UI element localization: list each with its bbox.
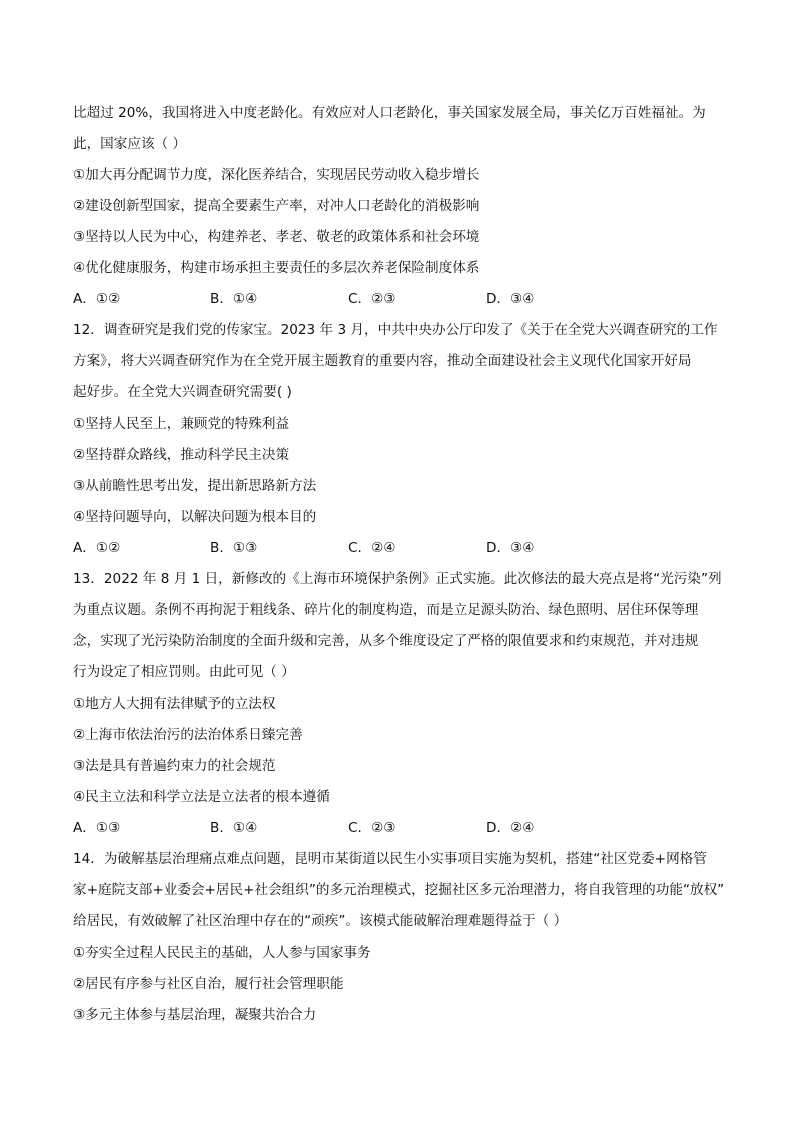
q13-stem-line-2: 为重点议题。条例不再拘泥于粗线条、碎片化的制度构造，而是立足源头防治、绿色照明、居住环保等理: [73, 602, 699, 618]
q11-option-c: C．②③: [348, 291, 396, 307]
q12-item-4: ④坚持问题导向，以解决问题为根本目的: [73, 509, 317, 525]
q12-stem-line-2: 方案》，将大兴调查研究作为在全党开展主题教育的重要内容，推动全面建设社会主义现代化国家开好局: [73, 353, 692, 369]
q14-item-2: ②居民有序参与社区自治，履行社会管理职能: [73, 976, 344, 992]
q13-item-3: ③法是具有普遍约束力的社会规范: [73, 758, 276, 774]
q11-item-1: ①加大再分配调节力度，深化医养结合，实现居民劳动收入稳步增长: [73, 167, 480, 183]
q11-stem-line-2: 此，国家应该（ ）: [73, 136, 187, 152]
q12-option-b: B．①③: [210, 540, 258, 556]
q12-item-2: ②坚持群众路线，推动科学民主决策: [73, 447, 290, 463]
q12-option-c: C．②④: [348, 540, 396, 556]
q12-option-a: A．①②: [73, 540, 121, 556]
q14-stem-line-2: 家+庭院支部+业委会+居民+社会组织”的多元治理模式，挖掘社区多元治理潜力，将自我管理的功能“放权”: [73, 882, 725, 898]
q12-item-1: ①坚持人民至上，兼顾党的特殊利益: [73, 416, 290, 432]
q11-options: [73, 289, 733, 309]
q13-option-d: D．②④: [486, 820, 535, 836]
q14-item-1: ①夯实全过程人民民主的基础，人人参与国家事务: [73, 945, 371, 961]
q12-stem-line-1: 12．调查研究是我们党的传家宝。2023 年 3 月，中共中央办公厅印发了《关于在全党大兴调查研究的工作: [73, 322, 718, 338]
q12-option-d: D．③④: [486, 540, 535, 556]
q12-options: [73, 538, 733, 558]
q13-item-1: ①地方人大拥有法律赋予的立法权: [73, 696, 276, 712]
q11-item-2: ②建设创新型国家，提高全要素生产率，对冲人口老龄化的消极影响: [73, 198, 480, 214]
q13-stem-line-1: 13．2022 年 8 月 1 日，新修改的《上海市环境保护条例》正式实施。此次修法的最大亮点是将“光污染”列: [73, 571, 722, 587]
q14-stem-line-3: 给居民，有效破解了社区治理中存在的“顽疾”。该模式能破解治理难题得益于（ ）: [73, 913, 568, 929]
q11-item-3: ③坚持以人民为中心，构建养老、孝老、敬老的政策体系和社会环境: [73, 229, 480, 245]
q14-item-3: ③多元主体参与基层治理，凝聚共治合力: [73, 1007, 317, 1023]
q13-option-c: C．②③: [348, 820, 396, 836]
q13-stem-line-4: 行为设定了相应罚则。由此可见（ ）: [73, 664, 295, 680]
q11-option-b: B．①④: [210, 291, 258, 307]
q13-options: [73, 818, 733, 838]
q13-item-2: ②上海市依法治污的法治体系日臻完善: [73, 727, 303, 743]
q14-stem-line-1: 14．为破解基层治理痛点难点问题，昆明市某街道以民生小实事项目实施为契机，搭建“社区党委+网格管: [73, 851, 707, 867]
q11-stem-line-1: 比超过 20%，我国将进入中度老龄化。有效应对人口老龄化，事关国家发展全局，事关亿万百姓福祉。为: [73, 105, 706, 121]
q11-option-d: D．③④: [486, 291, 535, 307]
q13-item-4: ④民主立法和科学立法是立法者的根本遵循: [73, 789, 330, 805]
q12-item-3: ③从前瞻性思考出发，提出新思路新方法: [73, 478, 317, 494]
q12-stem-line-3: 起好步。在全党大兴调查研究需要( ): [73, 384, 292, 400]
q13-option-a: A．①③: [73, 820, 121, 836]
q13-option-b: B．①④: [210, 820, 258, 836]
q11-option-a: A．①②: [73, 291, 121, 307]
q11-item-4: ④优化健康服务，构建市场承担主要责任的多层次养老保险制度体系: [73, 260, 480, 276]
q13-stem-line-3: 念，实现了光污染防治制度的全面升级和完善，从多个维度设定了严格的限值要求和约束规范，并对违规: [73, 633, 699, 649]
